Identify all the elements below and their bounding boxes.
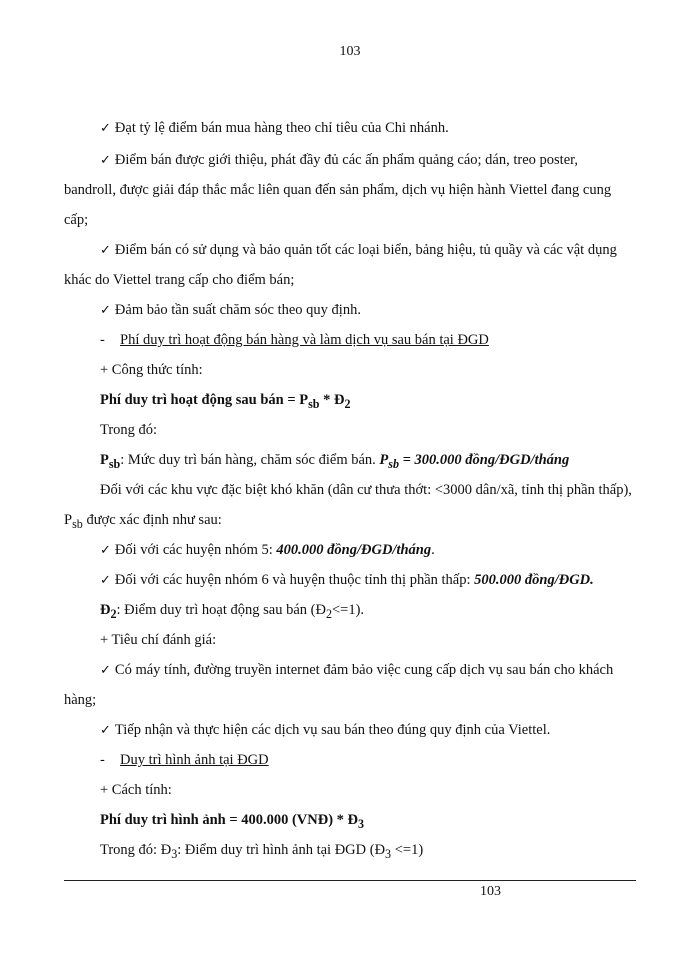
bullet-line: ✓ Đảm bảo tần suất chăm sóc theo quy định. bbox=[64, 300, 361, 321]
bullet-line: ✓ Có máy tính, đường truyền internet đảm bảo việc cung cấp dịch vụ sau bán cho khách bbox=[64, 660, 613, 681]
page-number-bottom: 103 bbox=[480, 884, 501, 899]
section-heading: - Phí duy trì hoạt động bán hàng và làm dịch vụ sau bán tại ĐGD bbox=[100, 332, 489, 348]
text-line: cấp; bbox=[64, 212, 89, 228]
text-line: hàng; bbox=[64, 692, 97, 708]
bullet-line: ✓ Đối với các huyện nhóm 6 và huyện thuộc tỉnh thị phần thấp: 500.000 đồng/ĐGD. bbox=[64, 570, 594, 591]
formula-line: Phí duy trì hình ảnh = 400.000 (VNĐ) * $Đ_3$ bbox=[100, 812, 365, 831]
text-line: + Cách tính: bbox=[100, 782, 172, 798]
text-line: Trong đó: bbox=[100, 422, 158, 438]
text-line: khác do Viettel trang cấp cho điểm bán; bbox=[64, 272, 295, 288]
text-line: Trong đó: $Đ_3$: Điểm duy trì hình ảnh tại ĐGD $(Đ_3 <=1)$ bbox=[100, 842, 424, 861]
bullet-line: ✓ Tiếp nhận và thực hiện các dịch vụ sau bán theo đúng quy định của Viettel. bbox=[64, 720, 550, 741]
text-line: + Tiêu chí đánh giá: bbox=[100, 632, 217, 648]
bullet-line: ✓ Điểm bán có sử dụng và bảo quản tốt các loại biển, bảng hiệu, tủ quầy và các vật dụng bbox=[64, 240, 617, 261]
bullet-line: ✓ Điểm bán được giới thiệu, phát đầy đủ các ấn phẩm quảng cáo; dán, treo poster, bbox=[64, 150, 578, 171]
page-number-top: 103 bbox=[339, 44, 361, 59]
text-line: Đối với các khu vực đặc biệt khó khăn (dân cư thưa thớt: <3000 dân/xã, tỉnh thị phần thấp), bbox=[100, 482, 632, 498]
definition-line: $Đ_2$: Điểm duy trì hoạt động sau bán $(Đ_2<=1)$. bbox=[100, 602, 365, 621]
footer-divider bbox=[64, 880, 636, 881]
definition-line: $P_{sb}$: Mức duy trì bán hàng, chăm sóc điểm bán. $P_{sb} = 300.000$ đồng/ĐGD/tháng bbox=[100, 452, 570, 471]
formula-line: Phí duy trì hoạt động sau bán = $P_{sb}$ * $Đ_2$ bbox=[100, 392, 351, 411]
text-line: bandroll, được giải đáp thắc mắc liên quan đến sản phẩm, dịch vụ hiện hành Viettel đang cung bbox=[64, 182, 612, 198]
bullet-line: ✓ Đối với các huyện nhóm 5: 400.000 đồng/ĐGD/tháng. bbox=[64, 540, 435, 561]
section-heading: - Duy trì hình ảnh tại ĐGD bbox=[100, 752, 269, 768]
bullet-line: ✓ Đạt tỷ lệ điểm bán mua hàng theo chỉ tiêu của Chi nhánh. bbox=[64, 118, 449, 139]
text-line: $P_{sb}$ được xác định như sau: bbox=[64, 512, 222, 531]
text-line: + Công thức tính: bbox=[100, 362, 203, 378]
